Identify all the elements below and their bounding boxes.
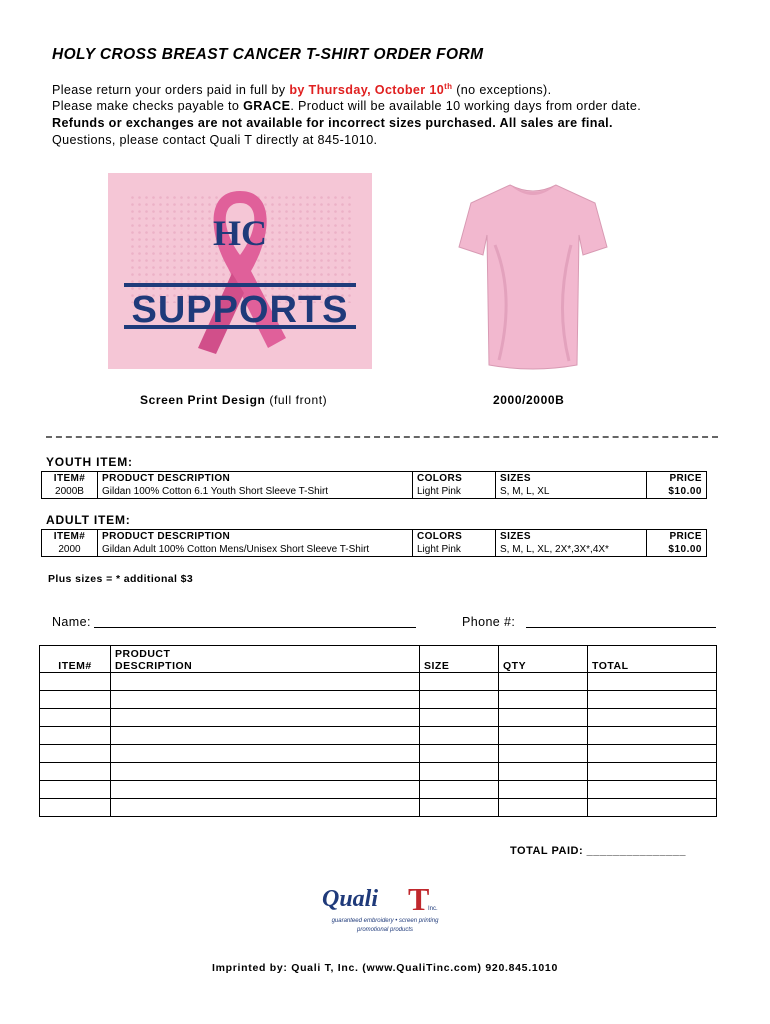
color-cell: Light Pink (413, 485, 496, 499)
shirt-caption: 2000/2000B (493, 393, 565, 407)
order-cell[interactable] (40, 691, 111, 709)
order-cell[interactable] (588, 709, 717, 727)
order-cell[interactable] (420, 691, 499, 709)
order-cell[interactable] (420, 799, 499, 817)
order-cell[interactable] (111, 727, 420, 745)
order-cell[interactable] (499, 727, 588, 745)
order-cell[interactable] (499, 799, 588, 817)
order-row[interactable] (40, 673, 717, 691)
order-table (39, 645, 717, 817)
intro-text: . Product will be available 10 working days from order date. (290, 99, 642, 113)
supports-text: SUPPORTS (131, 289, 349, 331)
order-cell[interactable] (499, 673, 588, 691)
youth-table (41, 471, 707, 499)
order-cell[interactable] (40, 673, 111, 691)
order-row[interactable] (40, 691, 717, 709)
tshirt-icon (455, 175, 611, 375)
plus-sizes-note: Plus sizes = * additional $3 (48, 573, 194, 585)
order-cell[interactable] (588, 799, 717, 817)
price-cell: $10.00 (647, 543, 707, 557)
item-cell: 2000 (42, 543, 98, 557)
order-cell[interactable] (588, 673, 717, 691)
order-cell[interactable] (420, 727, 499, 745)
logo-tagline-2: promotional products (356, 927, 414, 933)
order-cell[interactable] (40, 745, 111, 763)
design-caption-rest: (full front) (265, 393, 328, 407)
header-cell: ITEM# (42, 530, 98, 544)
order-cell[interactable] (588, 763, 717, 781)
header-cell: PRODUCT DESCRIPTION (98, 530, 413, 544)
divider (46, 436, 718, 438)
order-cell[interactable] (420, 781, 499, 799)
order-cell[interactable] (111, 691, 420, 709)
order-cell[interactable] (111, 709, 420, 727)
intro-text: Please make checks payable to (52, 99, 244, 113)
logo-inc: Inc. (428, 906, 438, 912)
item-cell: 2000B (42, 485, 98, 499)
intro-text: Please return your orders paid in full by (52, 83, 290, 98)
phone-field[interactable] (526, 627, 716, 628)
color-cell: Light Pink (413, 543, 496, 557)
header-cell: PRICE (647, 472, 707, 486)
order-header-total: TOTAL (588, 646, 717, 673)
intro-line-contact: Questions, please contact Quali T directly at 845-1010. (52, 133, 378, 147)
design-caption (140, 393, 327, 407)
quali-t-logo (320, 880, 450, 940)
header-cell: COLORS (413, 472, 496, 486)
sizes-cell: S, M, L, XL (496, 485, 647, 499)
name-field[interactable] (94, 627, 416, 628)
order-cell[interactable] (499, 691, 588, 709)
order-cell[interactable] (111, 799, 420, 817)
order-row[interactable] (40, 763, 717, 781)
order-cell[interactable] (588, 727, 717, 745)
price-cell: $10.00 (647, 485, 707, 499)
order-cell[interactable] (499, 709, 588, 727)
order-row[interactable] (40, 709, 717, 727)
order-cell[interactable] (499, 763, 588, 781)
order-header-size: SIZE (420, 646, 499, 673)
header-cell: ITEM# (42, 472, 98, 486)
order-cell[interactable] (499, 781, 588, 799)
order-row[interactable] (40, 745, 717, 763)
table-header-row (42, 472, 707, 486)
description-cell: Gildan 100% Cotton 6.1 Youth Short Sleeve T-Shirt (98, 485, 413, 499)
order-cell[interactable] (111, 673, 420, 691)
deadline-sup: th (444, 82, 453, 91)
order-cell[interactable] (420, 745, 499, 763)
order-cell[interactable] (588, 745, 717, 763)
order-cell[interactable] (40, 799, 111, 817)
order-cell[interactable] (111, 745, 420, 763)
intro-text: (no exceptions). (452, 83, 552, 98)
page-title: HOLY CROSS BREAST CANCER T-SHIRT ORDER FORM (52, 46, 484, 63)
screen-print-design-image (108, 173, 372, 369)
description-cell: Gildan Adult 100% Cotton Mens/Unisex Short Sleeve T-Shirt (98, 543, 413, 557)
intro-line-deadline (52, 82, 551, 97)
order-cell[interactable] (588, 781, 717, 799)
order-cell[interactable] (40, 709, 111, 727)
header-cell: SIZES (496, 472, 647, 486)
header-cell: SIZES (496, 530, 647, 544)
tshirt-image (455, 175, 611, 375)
phone-label: Phone #: (462, 615, 516, 629)
design-graphic (108, 173, 372, 369)
order-cell[interactable] (588, 691, 717, 709)
adult-heading: ADULT ITEM: (46, 513, 131, 527)
quali-t-logo-graphic (320, 880, 450, 940)
payee-text: GRACE (243, 99, 291, 113)
order-cell[interactable] (420, 709, 499, 727)
logo-name: Quali (322, 886, 379, 912)
header-cell: PRICE (647, 530, 707, 544)
order-cell[interactable] (40, 763, 111, 781)
table-row (42, 543, 707, 557)
hc-monogram: HC (213, 213, 267, 253)
order-header-qty: QTY (499, 646, 588, 673)
order-row[interactable] (40, 781, 717, 799)
order-cell[interactable] (420, 763, 499, 781)
logo-letter: T (408, 881, 430, 917)
sizes-cell: S, M, L, XL, 2X*,3X*,4X* (496, 543, 647, 557)
table-header-row (42, 530, 707, 544)
header-cell: COLORS (413, 530, 496, 544)
order-row[interactable] (40, 799, 717, 817)
order-cell[interactable] (111, 781, 420, 799)
order-header-description: PRODUCT DESCRIPTION (111, 646, 420, 673)
order-cell[interactable] (40, 781, 111, 799)
deadline-text: by Thursday, October 10 (289, 83, 445, 98)
youth-heading: YOUTH ITEM: (46, 455, 133, 469)
order-cell[interactable] (420, 673, 499, 691)
order-header-item: ITEM# (40, 646, 111, 673)
total-paid: TOTAL PAID: _______________ (510, 845, 686, 857)
intro-line-refunds: Refunds or exchanges are not available for incorrect sizes purchased. All sales are final. (52, 116, 613, 130)
logo-tagline-1: guaranteed embroidery • screen printing (331, 918, 439, 924)
order-cell[interactable] (111, 763, 420, 781)
table-row (42, 485, 707, 499)
design-caption-bold: Screen Print Design (140, 393, 266, 407)
footer: Imprinted by: Quali T, Inc. (www.QualiTinc.com) 920.845.1010 (211, 962, 558, 974)
order-cell[interactable] (499, 745, 588, 763)
order-cell[interactable] (40, 727, 111, 745)
order-row[interactable] (40, 727, 717, 745)
intro-line-payable (52, 99, 641, 113)
adult-table (41, 529, 707, 557)
order-header-row (40, 646, 717, 673)
header-cell: PRODUCT DESCRIPTION (98, 472, 413, 486)
name-label: Name: (52, 615, 91, 629)
